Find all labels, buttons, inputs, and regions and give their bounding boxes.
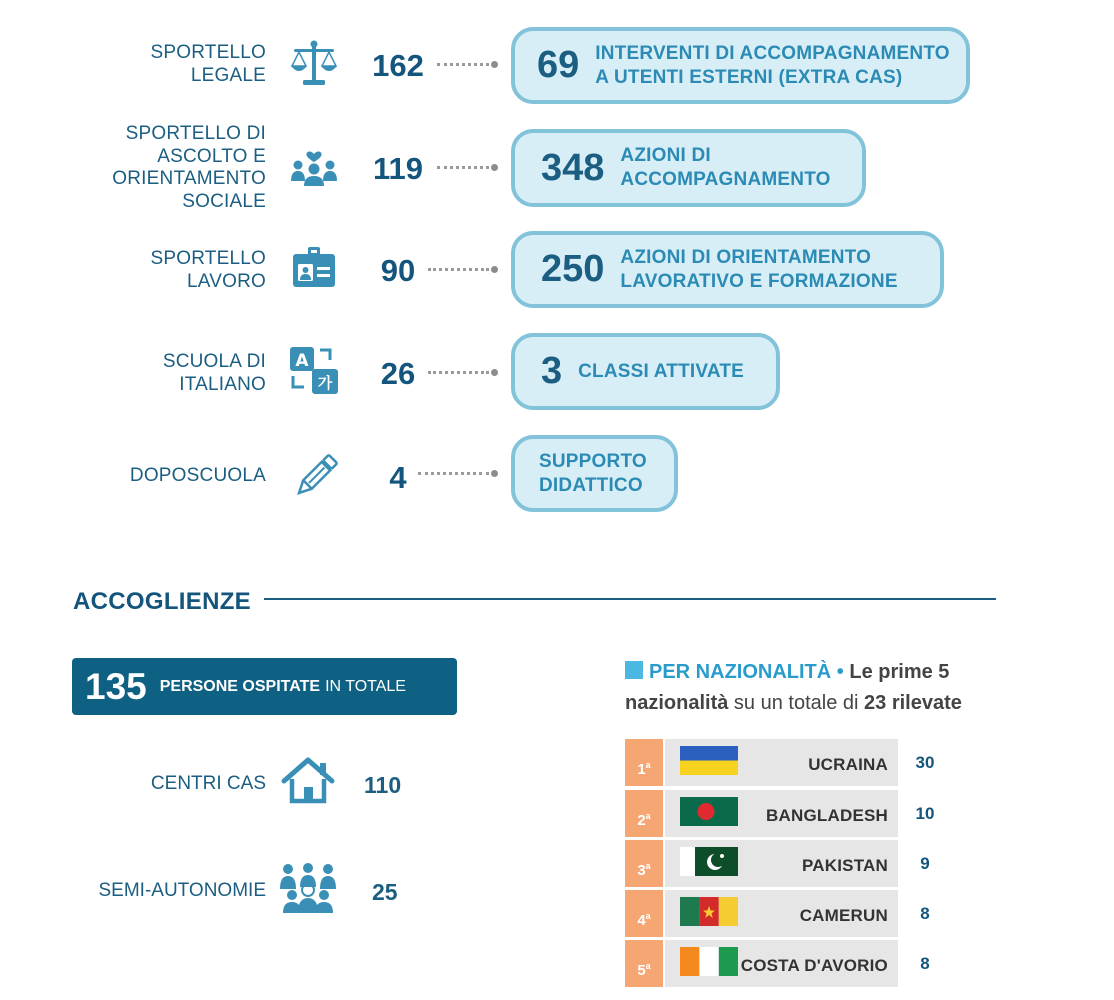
pill-number: 69	[537, 44, 580, 86]
total-label-bold: PERSONE OSPITATE	[159, 677, 321, 695]
rank-number: 2	[637, 812, 646, 829]
service-label-ascolto	[112, 123, 266, 213]
id-badge-icon	[288, 243, 340, 295]
accommodation-label: CENTRI CAS	[150, 773, 266, 794]
connector-dot	[491, 61, 498, 68]
pill-text-line: LAVORATIVO E FORMAZIONE	[620, 270, 898, 292]
scales-icon	[288, 38, 340, 90]
nationality-row	[625, 739, 898, 786]
country-value: 30	[915, 753, 935, 772]
service-count: 119	[372, 151, 423, 186]
heading-text: 23 rilevate	[864, 692, 962, 714]
pill-number: 250	[541, 248, 605, 290]
service-label-italiano	[163, 351, 266, 396]
ukraine-flag-icon	[680, 746, 738, 775]
service-count: 90	[380, 253, 416, 288]
label-line: LEGALE	[190, 64, 266, 86]
dotted-connector	[437, 63, 489, 66]
rank-number: 1	[637, 761, 646, 778]
rank-badge	[625, 790, 663, 837]
dotted-connector	[428, 268, 489, 271]
pill-text-line: SUPPORTO	[539, 450, 647, 472]
label-line: SPORTELLO DI	[125, 123, 266, 144]
label-line: SPORTELLO	[150, 42, 266, 63]
ivory-coast-flag-icon	[680, 947, 738, 976]
accommodation-count: 25	[372, 879, 398, 905]
service-result-pill	[511, 27, 970, 104]
rank-number: 3	[637, 862, 646, 879]
service-result-pill	[511, 333, 780, 410]
rank-number: 4	[637, 912, 646, 929]
pill-text	[539, 450, 647, 498]
heading-text: Le prime 5	[849, 661, 950, 683]
pencil-icon	[290, 450, 342, 502]
country-name: PAKISTAN	[802, 856, 888, 875]
country-name: BANGLADESH	[766, 806, 888, 825]
legend-square	[625, 661, 643, 679]
pill-text	[620, 246, 897, 294]
service-label-lavoro	[151, 248, 267, 293]
label-line: LAVORO	[187, 270, 266, 292]
dotted-connector	[437, 166, 489, 169]
rank-suffix: a	[645, 811, 651, 821]
label-line: DOPOSCUOLA	[129, 465, 266, 486]
country-value: 8	[920, 954, 930, 973]
rank-suffix: a	[645, 911, 651, 921]
pill-number: 348	[541, 146, 605, 189]
connector-dot	[491, 369, 498, 376]
bullet: •	[836, 661, 844, 683]
nationality-row	[625, 890, 898, 937]
connector-dot	[491, 470, 498, 477]
nationality-heading	[625, 657, 1025, 719]
service-result-pill	[511, 231, 944, 308]
pill-text-line: DIDATTICO	[539, 474, 643, 496]
label-line: ASCOLTO E	[157, 145, 266, 167]
service-count: 4	[389, 460, 407, 495]
rank-suffix: a	[645, 861, 651, 871]
country-name: CAMERUN	[799, 906, 888, 925]
country-value: 10	[915, 804, 935, 823]
rank-badge	[625, 890, 663, 937]
label-line: SOCIALE	[182, 190, 266, 212]
pill-text-line: INTERVENTI DI ACCOMPAGNAMENTO	[595, 42, 950, 64]
accommodation-count: 110	[364, 772, 402, 798]
section-title: ACCOGLIENZE	[73, 588, 251, 615]
rank-badge	[625, 739, 663, 786]
heading-text: nazionalità	[625, 692, 729, 714]
service-label-legale	[151, 42, 267, 87]
dotted-connector	[428, 371, 489, 374]
pill-text-line: CLASSI ATTIVATE	[578, 360, 745, 382]
nationality-row	[625, 940, 898, 987]
rank-number: 5	[637, 962, 646, 979]
accommodation-label: SEMI-AUTONOMIE	[98, 880, 266, 901]
total-number: 135	[85, 665, 147, 707]
pill-text	[620, 144, 830, 192]
country-value: 8	[920, 904, 930, 923]
nationality-row	[625, 840, 898, 887]
service-label-doposcuola	[130, 465, 266, 488]
group-icon	[278, 861, 338, 913]
label-line: SCUOLA DI	[162, 351, 266, 372]
section-divider	[264, 598, 996, 600]
service-count: 162	[372, 48, 424, 83]
total-label: IN TOTALE	[325, 677, 406, 695]
country-name: COSTA D'AVORIO	[740, 956, 888, 975]
pill-text	[578, 360, 744, 384]
connector-dot	[491, 266, 498, 273]
nationality-row	[625, 790, 898, 837]
pill-text-line: ACCOMPAGNAMENTO	[620, 169, 831, 190]
service-result-pill	[511, 435, 678, 512]
label-line: ORIENTAMENTO	[112, 168, 266, 189]
pakistan-flag-icon	[680, 847, 738, 876]
svg-text:A: A	[295, 351, 309, 371]
rank-suffix: a	[645, 961, 651, 971]
country-value: 9	[920, 854, 930, 873]
cameroon-flag-icon	[680, 897, 738, 926]
house-icon	[280, 757, 336, 805]
bangladesh-flag-icon	[680, 797, 738, 826]
label-line: ITALIANO	[179, 373, 266, 395]
connector-dot	[491, 164, 498, 171]
nationality-title: PER NAZIONALITÀ	[649, 661, 832, 683]
svg-text:가: 가	[317, 374, 333, 392]
service-result-pill	[511, 129, 866, 207]
total-hosted-box	[72, 658, 457, 715]
pill-text-line: AZIONI DI ORIENTAMENTO	[620, 246, 872, 268]
rank-suffix: a	[645, 760, 651, 770]
translate-icon	[288, 345, 340, 397]
pill-text	[595, 42, 950, 90]
dotted-connector	[418, 472, 489, 475]
heading-text: su un totale di	[733, 692, 859, 714]
rank-badge	[625, 840, 663, 887]
country-name: UCRAINA	[808, 755, 888, 774]
pill-number: 3	[541, 350, 563, 392]
pill-text-line: A UTENTI ESTERNI (EXTRA CAS)	[595, 66, 903, 88]
label-line: SPORTELLO	[150, 248, 266, 269]
pill-text-line: AZIONI DI	[620, 145, 711, 166]
service-count: 26	[380, 356, 416, 391]
rank-badge	[625, 940, 663, 987]
people-heart-icon	[288, 141, 340, 193]
